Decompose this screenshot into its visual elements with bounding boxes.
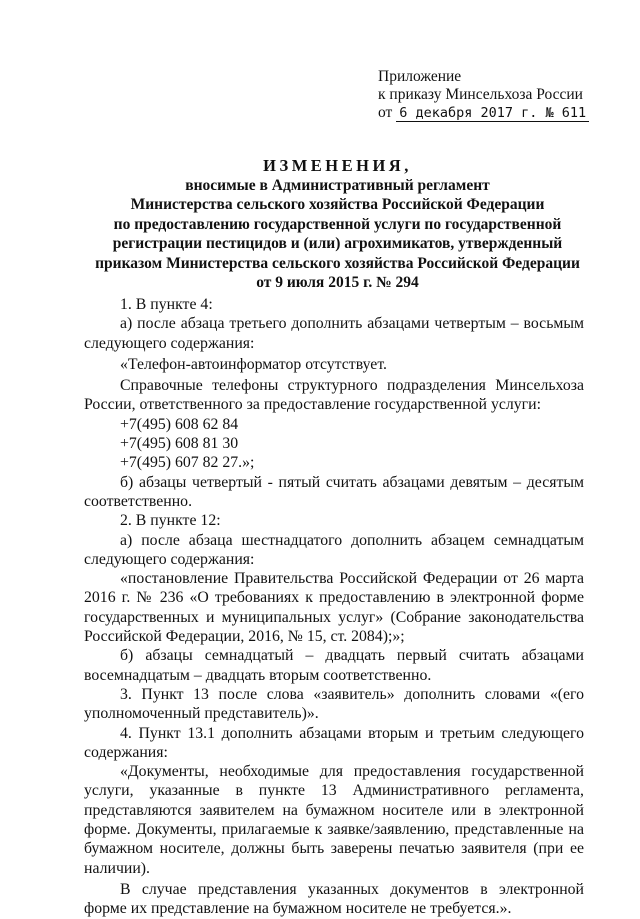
heading-line: вносимые в Административный регламент — [185, 176, 490, 194]
document-body — [84, 295, 584, 919]
from-label: от — [378, 104, 393, 121]
document-heading — [60, 156, 615, 293]
phone-number: +7(495) 607 82 27.»; — [120, 454, 255, 472]
paragraph: б) абзацы четвертый - пятый считать абзацами девятым – десятым соответственно. — [84, 473, 584, 510]
order-number: 611 — [561, 105, 587, 121]
phone-number: +7(495) 608 62 84 — [120, 415, 239, 433]
paragraph: 3. Пункт 13 после слова «заявитель» дополнить словами «(его уполномоченный представитель)». — [84, 685, 584, 723]
heading-line: регистрации пестицидов и (или) агрохимикатов, утвержденный — [112, 235, 563, 252]
paragraph: 2. В пункте 12: — [120, 512, 221, 530]
order-date — [396, 105, 589, 122]
appendix-date-line — [378, 104, 589, 122]
paragraph: «постановление Правительства Российской Федерации от 26 марта 2016 г. № 236 «О требованиях к предоставлению в электронной форме государственных и муниципальных услуг» (Собрание законодательства Российской Федерации, 2016, № 15, ст. 2084);»; — [84, 570, 584, 646]
paragraph: 1. В пункте 4: — [120, 296, 213, 313]
appendix-order-ref: к приказу Минсельхоза России — [378, 86, 583, 103]
order-date-text: 6 декабря 2017 г. — [399, 105, 538, 121]
appendix-title: Приложение — [378, 68, 462, 85]
heading-line: по предоставлению государственной услуги по государственной — [113, 215, 562, 233]
paragraph: а) после абзаца шестнадцатого дополнить абзацем семнадцатым следующего содержания: — [84, 531, 584, 568]
paragraph: Справочные телефоны структурного подразделения Минсельхоза России, ответственного за предоставление государственной услуги: — [84, 377, 584, 414]
appendix-block — [378, 68, 589, 122]
heading-line: от 9 июля 2015 г. № 294 — [256, 274, 419, 291]
paragraph: б) абзацы семнадцатый – двадцать первый считать абзацами восемнадцатым – двадцать вторым соответственно. — [84, 647, 584, 684]
heading-title: ИЗМЕНЕНИЯ, — [263, 156, 412, 175]
paragraph: 4. Пункт 13.1 дополнить абзацами вторым и третьим следующего содержания: — [84, 724, 584, 761]
paragraph: «Телефон-автоинформатор отсутствует. — [120, 355, 387, 373]
phone-number: +7(495) 608 81 30 — [120, 435, 239, 453]
heading-line: приказом Министерства сельского хозяйства Российской Федерации — [95, 254, 580, 272]
paragraph: «Документы, необходимые для предоставления государственной услуги, указанные в пункте 13 Административного регламента, представляются заявителем на бумажном носителе или в электронной форме. Документы, прилагаемые к заявке/заявлению, представленные на бумажном носителе, должны быть заверены печатью заявителя (при ее наличии). — [84, 763, 584, 877]
paragraph: а) после абзаца третьего дополнить абзацами четвертым – восьмым следующего содержания: — [84, 315, 584, 352]
heading-line: Министерства сельского хозяйства Российской Федерации — [130, 196, 545, 213]
paragraph: В случае представления указанных документов в электронной форме их представление на бумажном носителе не требуется.». — [84, 880, 584, 918]
order-number-label: № — [545, 105, 554, 121]
